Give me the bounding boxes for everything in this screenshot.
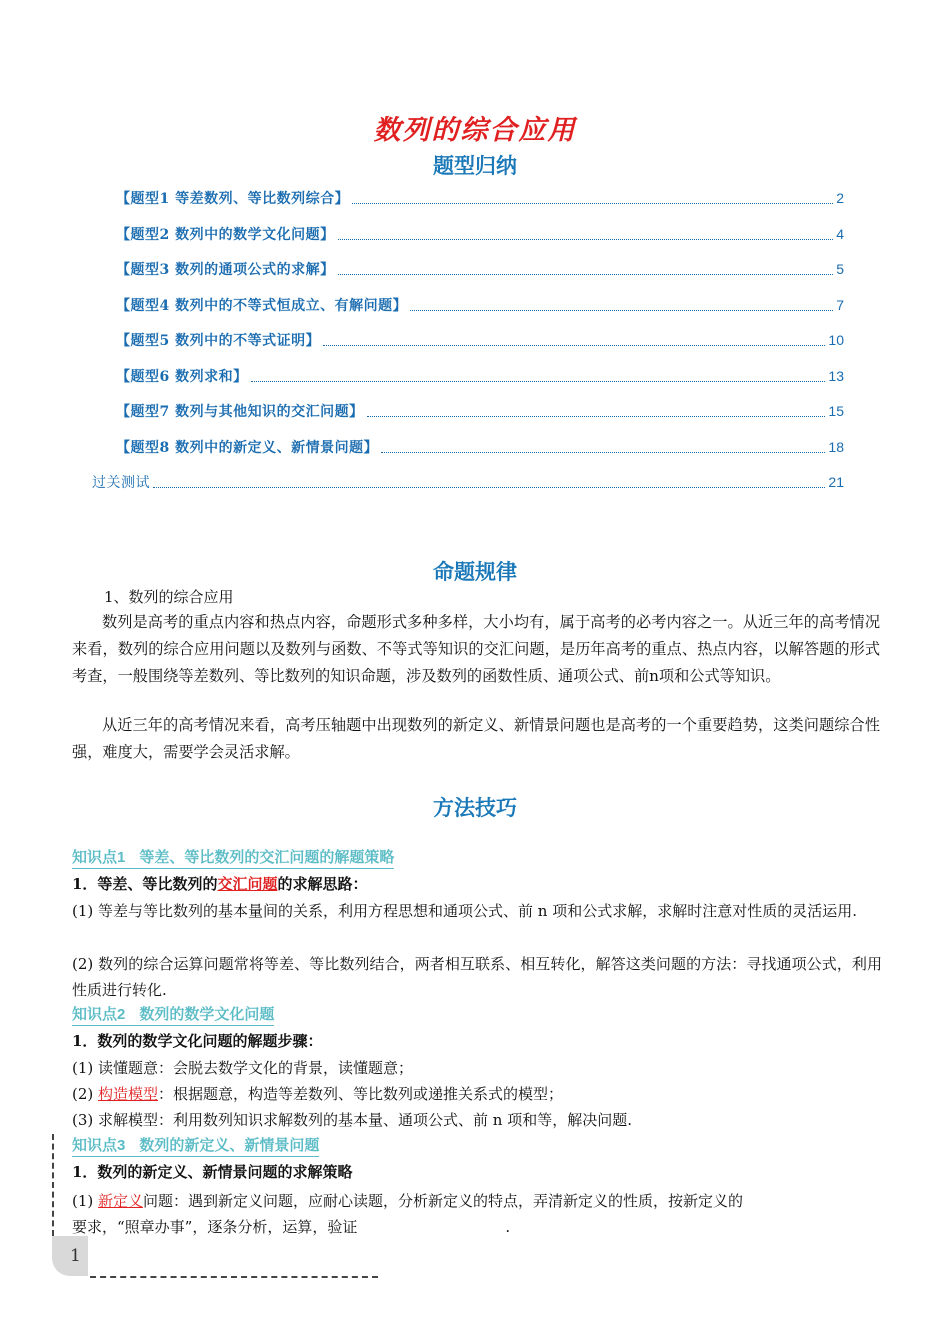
knowledge-point-heading (72, 848, 394, 869)
toc-leader-dots (338, 264, 834, 275)
toc-item[interactable] (116, 224, 844, 246)
toc-item[interactable] (116, 401, 844, 423)
kp1-intro-line (72, 872, 367, 896)
rules-paragraph: 数列是高考的重点内容和热点内容，命题形式多种多样，大小均有，属于高考的必考内容之一。从近三年的高考情况来看，数列的综合应用问题以及数列与函数、不等式等知识的交汇问题，是历年高考的重点、热点内容，以解答题的形式考查，一般围绕等差数列、等比数列的知识命题，涉及数列的函数性质、通项公式、前n项和公式等知识。 (72, 613, 880, 685)
toc-heading: 题型归纳 (433, 153, 517, 178)
toc-item-label: 过关测试 (92, 475, 150, 491)
toc-item-label: 【题型8 数列中的新定义、新情景问题】 (116, 440, 379, 456)
toc-item-label: 【题型2 数列中的数学文化问题】 (116, 227, 335, 243)
toc-item-final-test[interactable] (92, 472, 844, 494)
toc-item-page: 10 (828, 332, 844, 348)
toc-item[interactable] (116, 259, 844, 281)
text-segment: ：根据题意，构造等差数列、等比数列或递推关系式的模型； (158, 1085, 564, 1103)
toc-item-label: 【题型7 数列与其他知识的交汇问题】 (116, 404, 364, 420)
kp2-step: (3) 求解模型：利用数列知识求解数列的基本量、通项公式、前 n 项和等，解决问题. (72, 1111, 632, 1129)
text-segment: 的求解思路： (277, 875, 368, 893)
toc-leader-dots (338, 229, 834, 240)
kp1-paragraph: (1) 等差与等比数列的基本量间的关系，利用方程思想和通项公式、前 n 项和公式求解，求解时注意对性质的灵活运用. (72, 902, 857, 920)
toc-leader-dots (323, 335, 825, 346)
toc-item[interactable] (116, 330, 844, 352)
toc-item-page: 2 (836, 190, 844, 206)
knowledge-point-heading (72, 1136, 319, 1157)
knowledge-point-title: 数列的数学文化问题 (139, 1006, 275, 1023)
knowledge-point-title: 等差、等比数列的交汇问题的解题策略 (139, 849, 395, 866)
text-segment: 要求，“照章办事”，逐条分析，运算，验证 (72, 1218, 358, 1236)
toc-item-page: 4 (836, 226, 844, 242)
toc-leader-dots (352, 193, 833, 204)
highlight-term: 构造模型 (98, 1085, 159, 1103)
toc-leader-dots (367, 406, 826, 417)
rules-subheading: 1、数列的综合应用 (104, 588, 234, 606)
kp1-paragraph: (2) 数列的综合运算问题常将等差、等比数列结合，两者相互联系、相互转化，解答这类问题的方法：寻找通项公式，利用性质进行转化. (72, 955, 882, 999)
toc-item-page: 13 (828, 368, 844, 384)
text-segment: 1．等差、等比数列的 (72, 875, 218, 893)
toc-item-page: 21 (828, 474, 844, 490)
rules-heading: 命题规律 (433, 559, 517, 584)
toc-item-page: 5 (836, 261, 844, 277)
toc-item-label: 【题型1 等差数列、等比数列综合】 (116, 191, 350, 207)
page-margin-dash (52, 1134, 54, 1236)
rules-paragraph: 从近三年的高考情况来看，高考压轴题中出现数列的新定义、新情景问题也是高考的一个重要趋势，这类问题综合性强，难度大，需要学会灵活求解。 (72, 716, 880, 761)
text-segment: (1) (72, 1192, 99, 1210)
document-title: 数列的综合应用 (373, 115, 577, 146)
kp2-intro-line: 1．数列的数学文化问题的解题步骤： (72, 1032, 323, 1050)
kp2-step (72, 1081, 882, 1107)
methods-heading: 方法技巧 (433, 795, 517, 820)
knowledge-point-heading (72, 1005, 274, 1026)
kp3-intro-line: 1．数列的新定义、新情景问题的求解策略 (72, 1163, 353, 1181)
toc-leader-dots (153, 477, 825, 488)
knowledge-point-number: 知识点3 (72, 1137, 126, 1154)
toc-item[interactable] (116, 366, 844, 388)
kp3-step-continued (72, 1214, 882, 1240)
toc-item-label: 【题型6 数列求和】 (116, 369, 248, 385)
toc-leader-dots (381, 442, 825, 453)
toc-item[interactable] (116, 295, 844, 317)
toc-item-page: 7 (836, 297, 844, 313)
text-segment: . (505, 1218, 511, 1236)
knowledge-point-title: 数列的新定义、新情景问题 (139, 1137, 320, 1154)
kp2-step: (1) 读懂题意：会脱去数学文化的背景，读懂题意； (72, 1059, 414, 1077)
text-segment: 问题：遇到新定义问题，应耐心读题，分析新定义的特点，弄清新定义的性质，按新定义的 (143, 1192, 744, 1210)
toc-leader-dots (251, 371, 826, 382)
toc-leader-dots (410, 300, 833, 311)
footer-dash-line (90, 1276, 378, 1278)
highlight-term: 新定义 (98, 1192, 144, 1210)
page-number: 1 (70, 1246, 81, 1266)
toc-item[interactable] (116, 188, 844, 210)
highlight-term: 交汇问题 (217, 875, 278, 893)
toc-item[interactable] (116, 437, 844, 459)
toc-item-label: 【题型3 数列的通项公式的求解】 (116, 262, 335, 278)
knowledge-point-number: 知识点2 (72, 1006, 126, 1023)
toc-item-label: 【题型5 数列中的不等式证明】 (116, 333, 321, 349)
knowledge-point-number: 知识点1 (72, 849, 126, 866)
kp3-step (72, 1188, 792, 1214)
toc-item-label: 【题型4 数列中的不等式恒成立、有解问题】 (116, 298, 408, 314)
toc-item-page: 18 (828, 439, 844, 455)
text-segment: (2) (72, 1085, 99, 1103)
toc-item-page: 15 (828, 403, 844, 419)
